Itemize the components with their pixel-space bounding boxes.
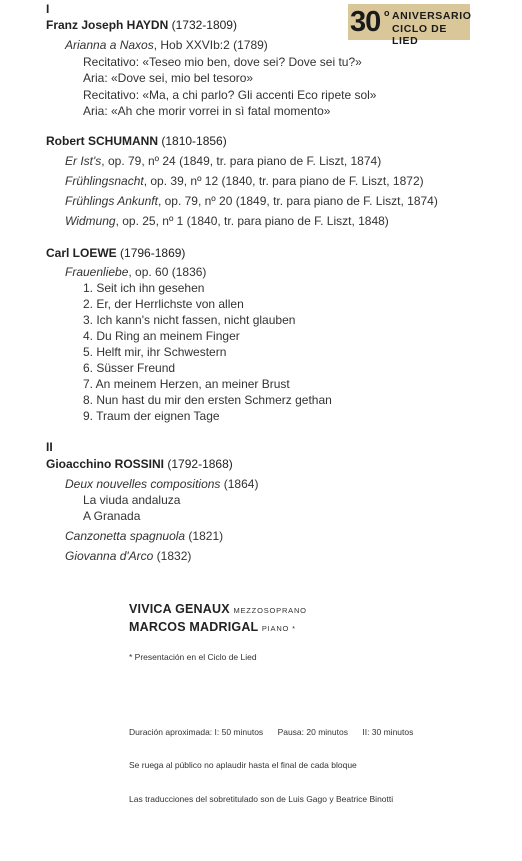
song-item: 2. Er, der Herrlichste von allen	[83, 297, 244, 311]
work-detail: , op. 25, nº 1 (1840, tr. para piano de F. Liszt, 1848)	[115, 214, 389, 228]
composer-rossini	[46, 457, 233, 471]
work-title: Frauenliebe	[65, 265, 129, 279]
work-detail: , Hob XXVIb:2 (1789)	[153, 38, 268, 52]
duration-part2: II: 30 minutos	[362, 727, 414, 737]
work-title: Frühlings Ankunft	[65, 194, 158, 208]
translations-credit: Las traducciones del sobretitulado son de Luis Gago y Beatrice Binotti	[129, 794, 394, 804]
debut-note: * Presentación en el Ciclo de Lied	[129, 652, 257, 662]
performer-marcos	[129, 620, 296, 634]
song-item: La viuda andaluza	[83, 493, 181, 507]
logo-number: 30	[350, 6, 381, 38]
composer-dates: (1796-1869)	[120, 246, 186, 260]
song-item: 9. Traum der eignen Tage	[83, 409, 220, 423]
movement-item: Recitativo: «Teseo mio ben, dove sei? Dove sei tu?»	[83, 55, 362, 69]
composer-name: Gioacchino ROSSINI	[46, 457, 165, 471]
composer-dates: (1792-1868)	[167, 457, 233, 471]
song-item: A Granada	[83, 509, 141, 523]
work-detail: , op. 79, nº 20 (1849, tr. para piano de F. Liszt, 1874)	[157, 194, 438, 208]
work-title: Frühlingsnacht	[65, 174, 144, 188]
composer-name: Carl LOEWE	[46, 246, 117, 260]
work-fruhlings-ankunft	[65, 194, 438, 208]
movement-item: Aria: «Ah che morir vorrei in sì fatal momento»	[83, 104, 331, 118]
song-item: 8. Nun hast du mir den ersten Schmerz gethan	[83, 393, 332, 407]
composer-haydn	[46, 18, 237, 32]
performer-role: MEZZOSOPRANO	[233, 606, 307, 615]
composer-name: Franz Joseph HAYDN	[46, 18, 169, 32]
anniversary-logo	[348, 4, 472, 47]
duration-line	[129, 727, 425, 737]
work-fruhlingsnacht	[65, 174, 424, 188]
song-item: 6. Süsser Freund	[83, 361, 176, 375]
work-widmung	[65, 214, 389, 228]
work-detail: , op. 39, nº 12 (1840, tr. para piano de F. Liszt, 1872)	[143, 174, 424, 188]
work-deux-nouvelles	[65, 477, 258, 491]
work-title: Arianna a Naxos	[65, 38, 154, 52]
work-title: Deux nouvelles compositions	[65, 477, 221, 491]
composer-name: Robert SCHUMANN	[46, 134, 158, 148]
part2-label: II	[46, 440, 53, 454]
part1-label: I	[46, 2, 50, 16]
movement-item: Aria: «Dove sei, mio bel tesoro»	[83, 71, 254, 85]
work-arianna	[65, 38, 268, 52]
song-item: 1. Seit ich ihn gesehen	[83, 281, 205, 295]
performer-name: MARCOS MADRIGAL	[129, 620, 259, 634]
applause-note: Se ruega al público no aplaudir hasta el final de cada bloque	[129, 760, 357, 770]
work-detail: (1821)	[185, 529, 224, 543]
work-canzonetta	[65, 529, 223, 543]
song-item: 4. Du Ring an meinem Finger	[83, 329, 240, 343]
performer-role: PIANO *	[261, 624, 296, 633]
duration-pause: Pausa: 20 minutos	[277, 727, 348, 737]
work-title: Widmung	[65, 214, 116, 228]
work-title: Er Ist's	[65, 154, 102, 168]
work-detail: (1832)	[153, 549, 192, 563]
work-title: Giovanna d'Arco	[65, 549, 154, 563]
work-er-ists	[65, 154, 381, 168]
logo-line2: CICLO DE LIED	[392, 23, 447, 47]
composer-loewe	[46, 246, 185, 260]
movement-item: Recitativo: «Ma, a chi parlo? Gli accenti Eco ripete sol»	[83, 88, 377, 102]
performer-vivica	[129, 602, 307, 616]
work-giovanna	[65, 549, 191, 563]
song-item: 7. An meinem Herzen, an meiner Brust	[83, 377, 290, 391]
duration-part1: Duración aproximada: I: 50 minutos	[129, 727, 264, 737]
song-item: 3. Ich kann's nicht fassen, nicht glauben	[83, 313, 296, 327]
logo-line1: ANIVERSARIO	[392, 10, 472, 22]
logo-degree: o	[384, 8, 390, 18]
composer-dates: (1810-1856)	[161, 134, 227, 148]
work-frauenliebe	[65, 265, 206, 279]
work-detail: , op. 79, nº 24 (1849, tr. para piano de F. Liszt, 1874)	[101, 154, 382, 168]
work-detail: , op. 60 (1836)	[128, 265, 207, 279]
song-item: 5. Helft mir, ihr Schwestern	[83, 345, 227, 359]
work-detail: (1864)	[220, 477, 259, 491]
performer-name: VIVICA GENAUX	[129, 602, 230, 616]
composer-dates: (1732-1809)	[171, 18, 237, 32]
composer-schumann	[46, 134, 227, 148]
work-title: Canzonetta spagnuola	[65, 529, 186, 543]
